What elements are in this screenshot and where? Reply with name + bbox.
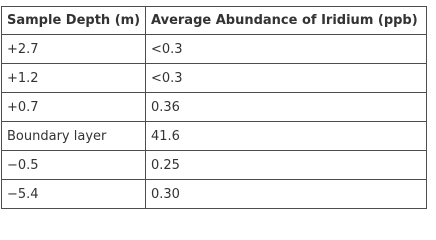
cell-abundance: <0.3	[146, 35, 427, 64]
table-row	[2, 122, 427, 151]
table-row	[2, 64, 427, 93]
cell-depth: +1.2	[2, 64, 146, 93]
table-row	[2, 93, 427, 122]
cell-depth: −5.4	[2, 180, 146, 209]
cell-depth: +2.7	[2, 35, 146, 64]
cell-abundance: 41.6	[146, 122, 427, 151]
cell-abundance: <0.3	[146, 64, 427, 93]
cell-abundance: 0.25	[146, 151, 427, 180]
table-row	[2, 35, 427, 64]
table-header-row	[2, 7, 427, 35]
cell-depth: −0.5	[2, 151, 146, 180]
iridium-abundance-table	[1, 6, 427, 209]
cell-abundance: 0.36	[146, 93, 427, 122]
cell-depth: Boundary layer	[2, 122, 146, 151]
cell-abundance: 0.30	[146, 180, 427, 209]
table-row	[2, 151, 427, 180]
header-sample-depth: Sample Depth (m)	[2, 7, 146, 35]
table-row	[2, 180, 427, 209]
header-average-abundance: Average Abundance of Iridium (ppb)	[146, 7, 427, 35]
cell-depth: +0.7	[2, 93, 146, 122]
